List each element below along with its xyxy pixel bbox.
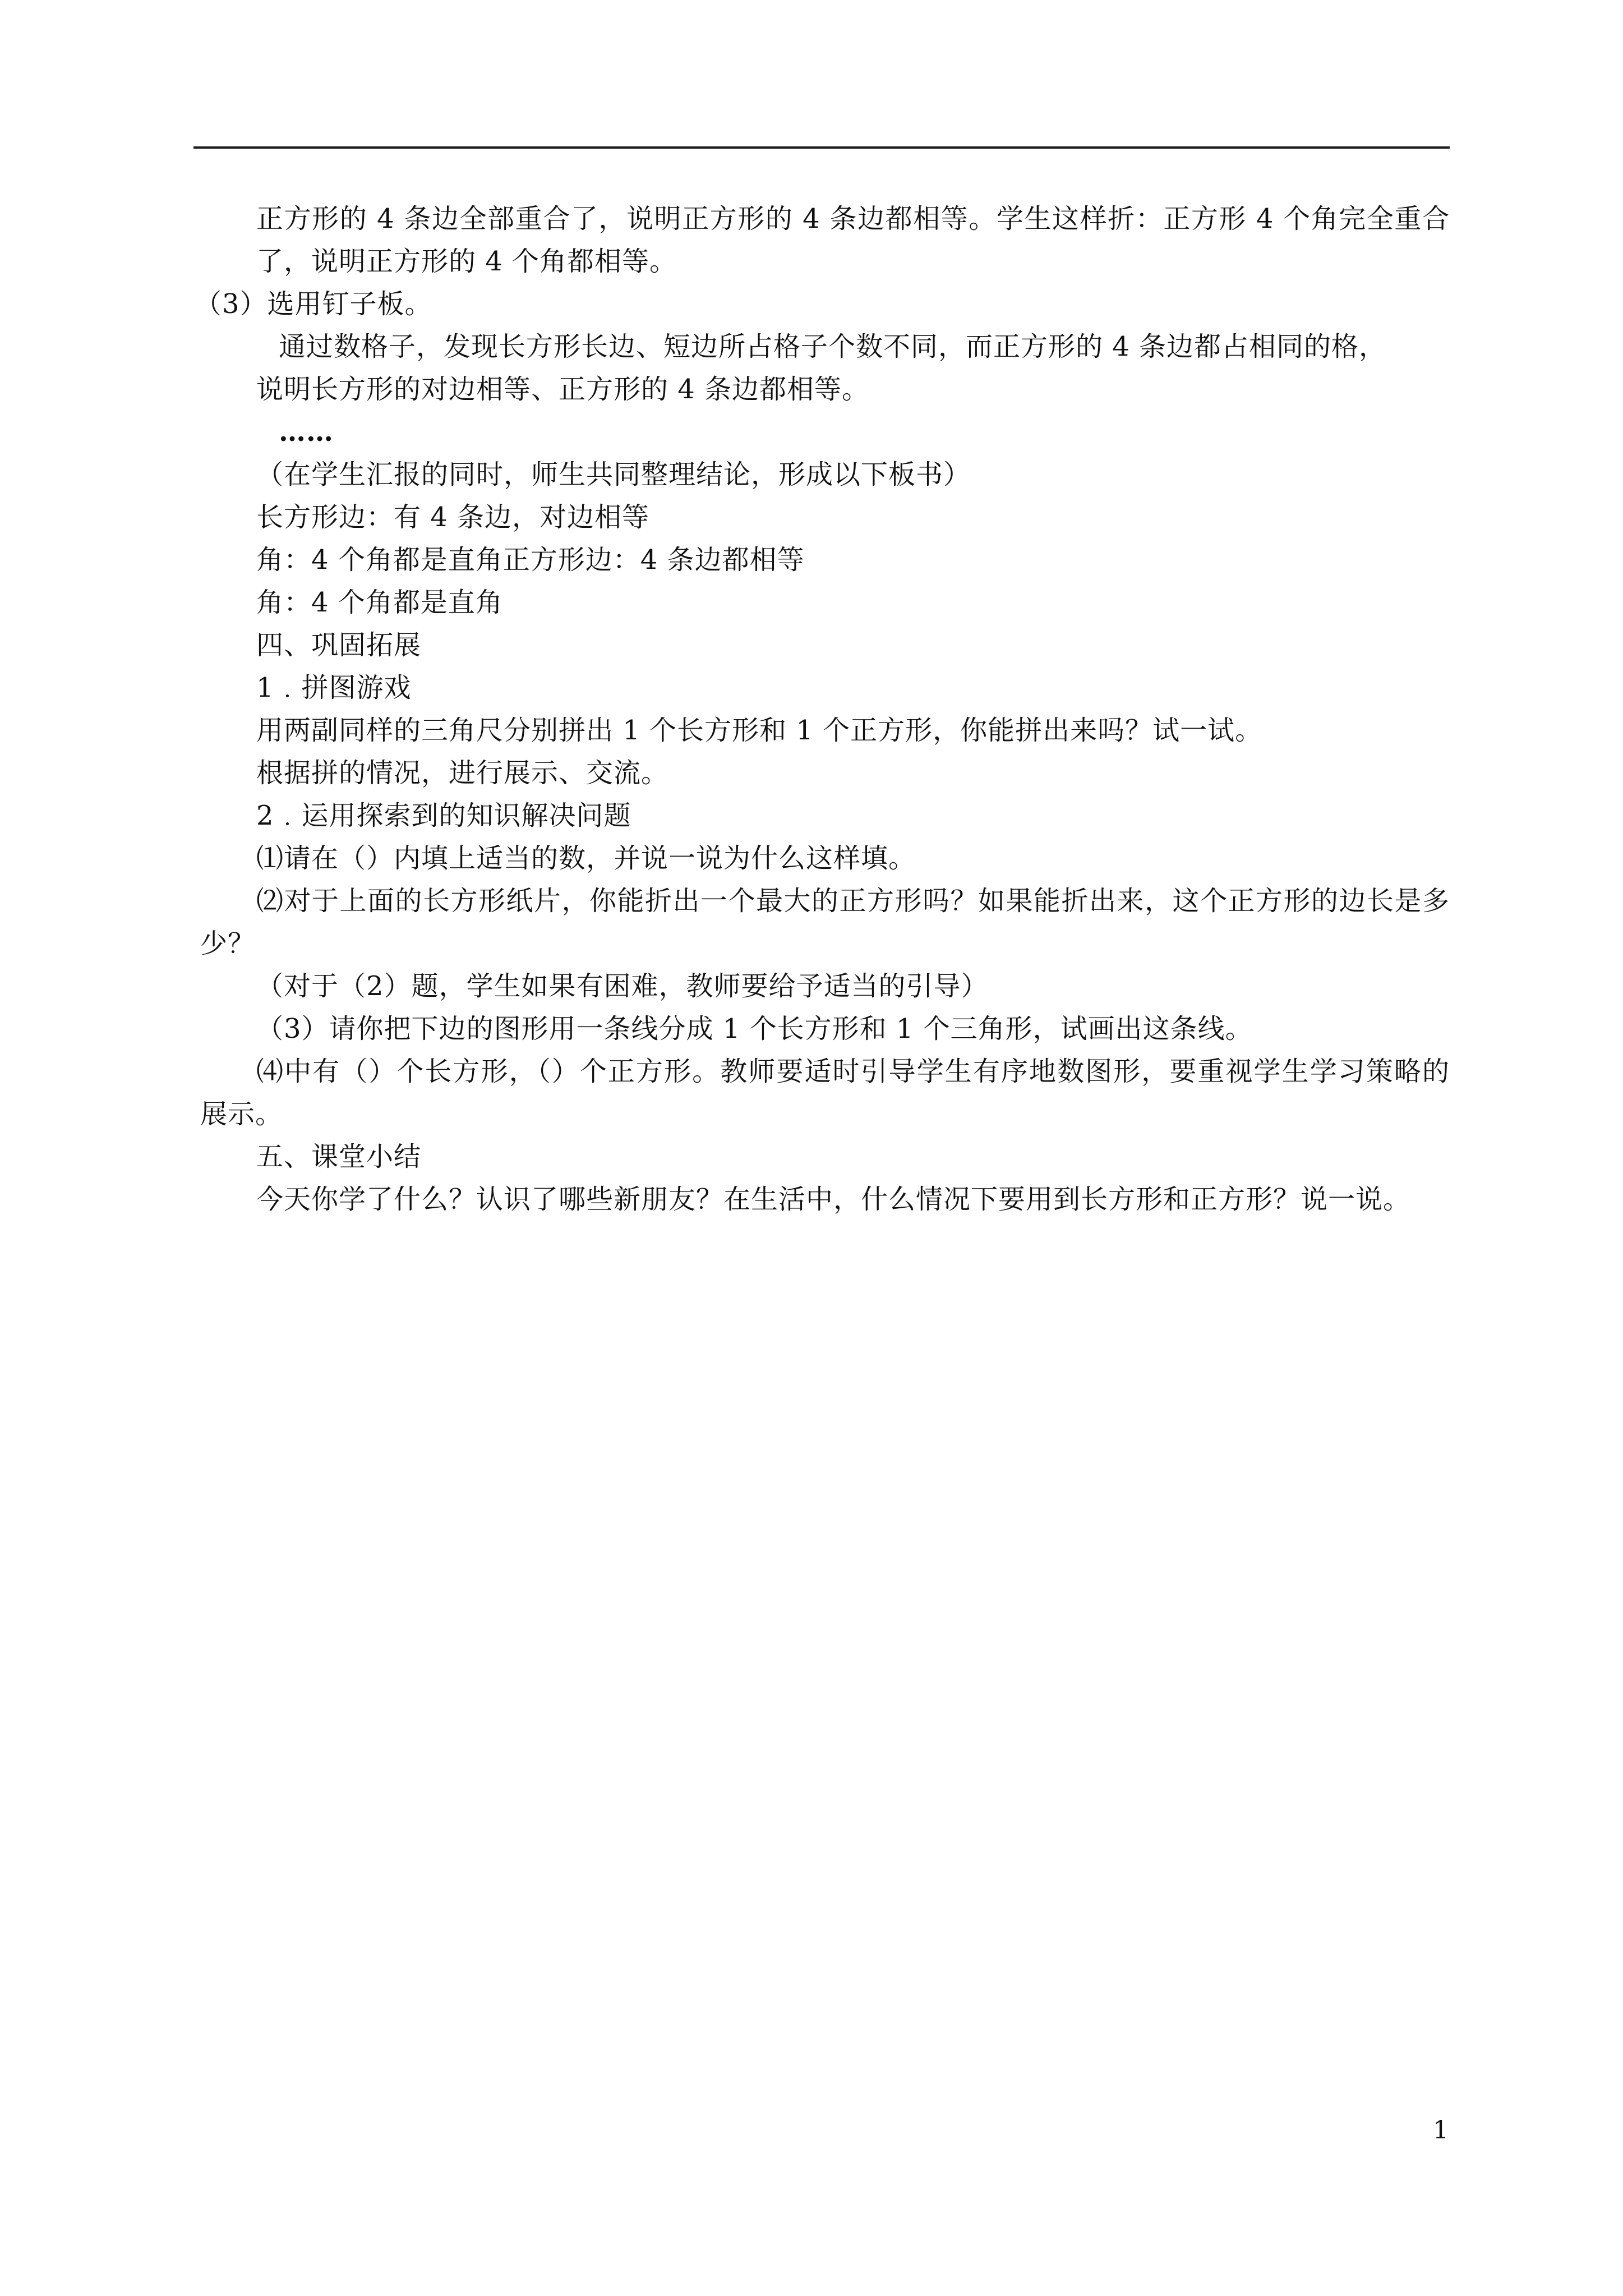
paragraph-conclusion: 说明长方形的对边相等、正方形的 4 条边都相等。	[256, 374, 870, 405]
paragraph-square-fold: 正方形的 4 条边全部重合了，说明正方形的 4 条边都相等。学生这样折：正方形 4 个角完全重合了，说明正方形的 4 个角都相等。	[256, 203, 1450, 277]
document-body	[195, 197, 1450, 1221]
question-2: ⑵对于上面的长方形纸片，你能折出一个最大的正方形吗？如果能折出来，这个正方形的边长是多少？	[200, 885, 1450, 959]
question-4: ⑷中有（）个长方形，（）个正方形。教师要适时引导学生有序地数图形，要重视学生学习策略的展示。	[200, 1056, 1450, 1130]
paragraph-show-exchange: 根据拼的情况，进行展示、交流。	[256, 757, 669, 789]
heading-pegboard: （3）选用钉子板。	[195, 288, 432, 320]
note-question-2: （对于（2）题，学生如果有困难，教师要给予适当的引导）	[256, 970, 989, 1002]
paragraph-triangle-rulers: 用两副同样的三角尺分别拼出 1 个长方形和 1 个正方形，你能拼出来吗？试一试。	[256, 715, 1263, 746]
section-heading-summary: 五、课堂小结	[256, 1141, 422, 1172]
paragraph-count-grid: 通过数格子，发现长方形长边、短边所占格子个数不同，而正方形的 4 条边都占相同的格，	[279, 331, 1387, 362]
board-square-angles: 角：4 个角都是直角	[256, 587, 503, 618]
question-1: ⑴请在（）内填上适当的数，并说一说为什么这样填。	[256, 843, 916, 874]
section-heading-consolidate: 四、巩固拓展	[256, 629, 422, 661]
question-3: （3）请你把下边的图形用一条线分成 1 个长方形和 1 个三角形，试画出这条线。	[256, 1013, 1253, 1045]
ellipsis: ……	[279, 416, 334, 448]
activity-puzzle-game: 1﹒拼图游戏	[256, 672, 412, 703]
paragraph-summary-question: 今天你学了什么？认识了哪些新朋友？在生活中，什么情况下要用到长方形和正方形？说一说。	[256, 1184, 1411, 1215]
page-number: 1	[1433, 2116, 1449, 2145]
activity-solve-problems: 2﹒运用探索到的知识解决问题	[256, 800, 631, 831]
board-rectangle-sides: 长方形边：有 4 条边，对边相等	[256, 501, 650, 533]
header-rule	[193, 146, 1450, 149]
board-rectangle-angles: 角：4 个角都是直角正方形边：4 条边都相等	[256, 544, 805, 576]
note-board-writing: （在学生汇报的同时，师生共同整理结论，形成以下板书）	[256, 459, 971, 490]
